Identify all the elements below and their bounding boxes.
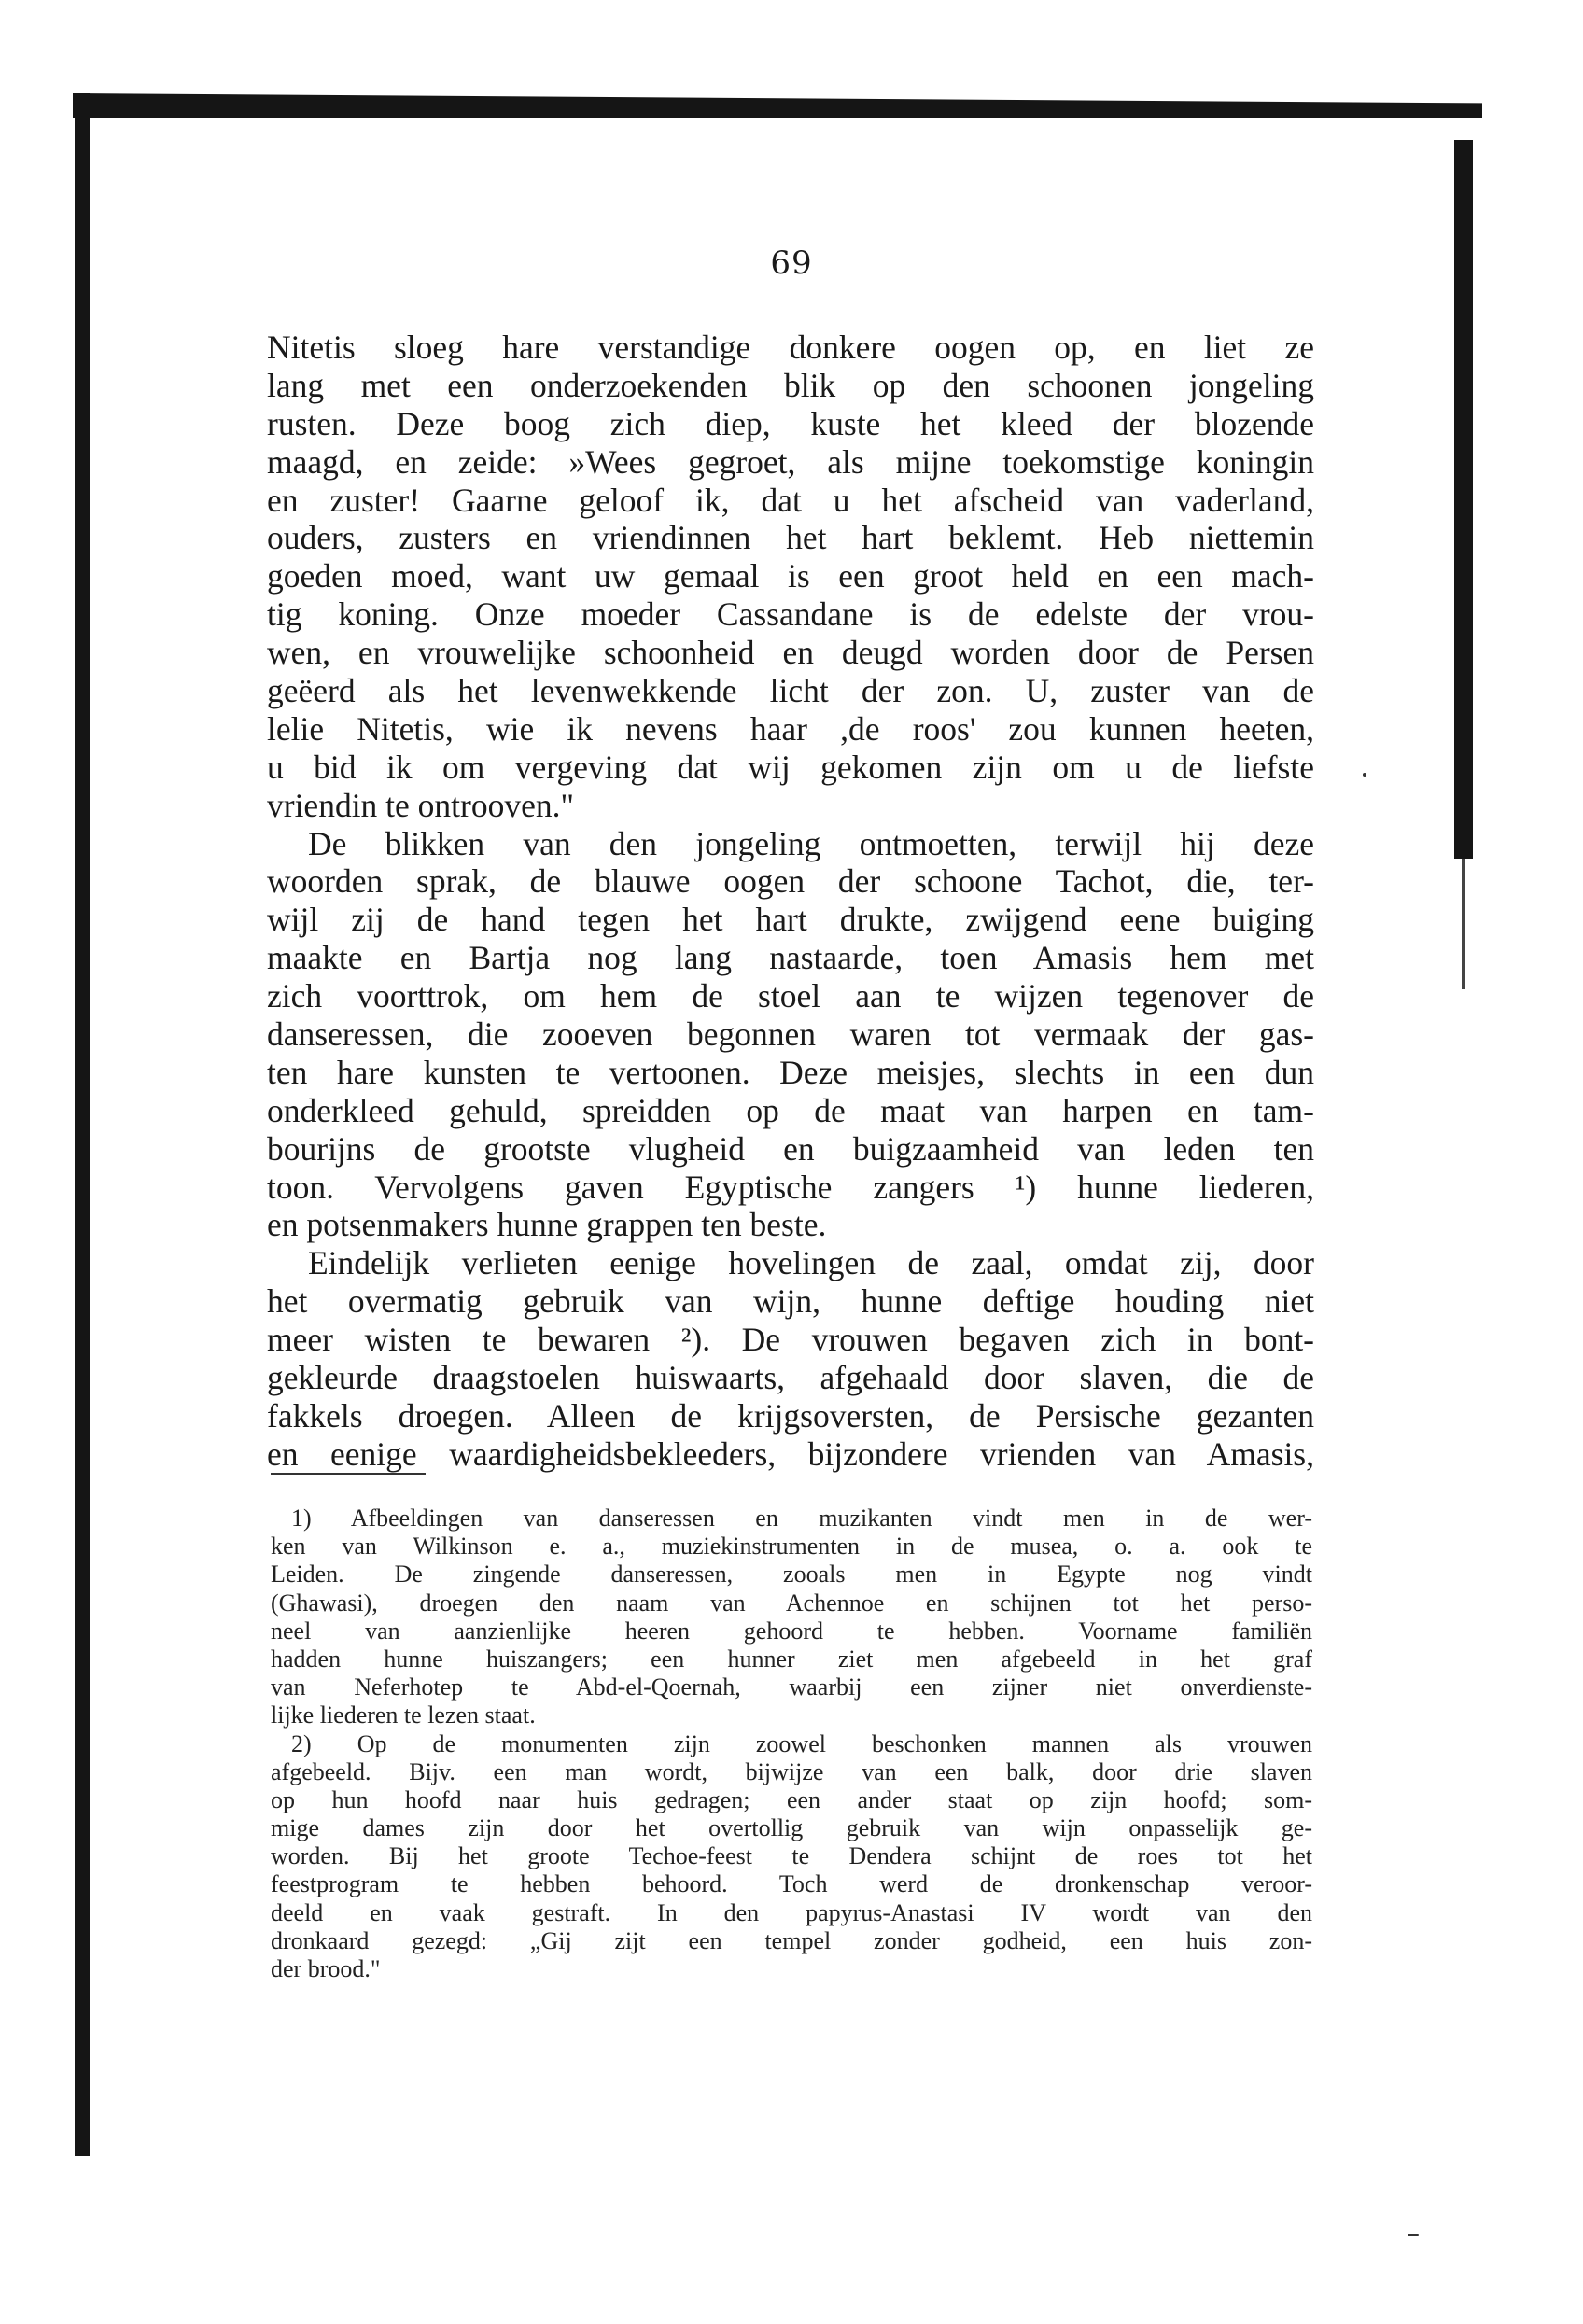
scan-border-right-faint [1462, 859, 1465, 989]
text-line: zich voorttrok, om hem de stoel aan te wijzen tegenover de [267, 977, 1314, 1015]
footnote-1-line: Leiden. De zingende danseressen, zooals men in Egypte nog vindt [271, 1561, 1312, 1589]
page-number: 69 [770, 245, 813, 282]
text-line: en eenige waardigheidsbekleeders, bijzondere vrienden van Amasis, [267, 1435, 1314, 1473]
text-line: vriendin te ontrooven." [267, 786, 574, 824]
text-line: meer wisten te bewaren ²). De vrouwen begaven zich in bont- [267, 1321, 1314, 1359]
footnote-separator [271, 1473, 426, 1475]
text-line: toon. Vervolgens gaven Egyptische zangers ¹) hunne liederen, [267, 1168, 1314, 1206]
text-line: ouders, zusters en vriendinnen het hart beklemt. Heb niettemin [267, 519, 1314, 557]
footnote-1-line: neel van aanzienlijke heeren gehoord te hebben. Voorname familiën [271, 1617, 1312, 1645]
text-line: maagd, en zeide: »Wees gegroet, als mijne toekomstige koningin [267, 442, 1314, 481]
text-line: wen, en vrouwelijke schoonheid en deugd worden door de Persen [267, 634, 1314, 672]
main-text [267, 329, 1314, 1474]
text-line: en zuster! Gaarne geloof ik, dat u het afscheid van vaderland, [267, 481, 1314, 519]
footnote-1-line: ken van Wilkinson e. a., muziekinstrumenten in de musea, o. a. ook te [271, 1533, 1312, 1561]
footnotes [271, 1505, 1312, 1983]
footnote-1-line: lijke liederen te lezen staat. [271, 1701, 536, 1729]
footnote-1-line: (Ghawasi), droegen den naam van Achennoe en schijnen tot het perso- [271, 1589, 1312, 1617]
text-line: onderkleed gehuld, spreidden op de maat van harpen en tam- [267, 1091, 1314, 1129]
text-line: en potsenmakers hunne grappen ten beste. [267, 1206, 827, 1244]
footnote-2-line: mige dames zijn door het overtollig gebruik van wijn onpasselijk ge- [271, 1814, 1312, 1842]
text-line: rusten. Deze boog zich diep, kuste het kleed der blozende [267, 404, 1314, 442]
text-line: goeden moed, want uw gemaal is een groot held en een mach- [267, 557, 1314, 595]
footnote-2-line: der brood." [271, 1955, 381, 1982]
text-line: lang met een onderzoekenden blik op den schoonen jongeling [267, 366, 1314, 404]
text-line: u bid ik om vergeving dat wij gekomen zijn om u de liefste [267, 748, 1314, 786]
scan-border-top [73, 93, 1482, 118]
text-line: geëerd als het levenwekkende licht der zon. U, zuster van de [267, 672, 1314, 710]
text-line: het overmatig gebruik van wijn, hunne deftige houding niet [267, 1282, 1314, 1321]
text-line: maakte en Bartja nog lang nastaarde, toen Amasis hem met [267, 939, 1314, 977]
scan-speck [1363, 773, 1366, 777]
footnote-1-line: 1) Afbeeldingen van danseressen en muzikanten vindt men in de wer- [291, 1505, 1312, 1532]
text-line: woorden sprak, de blauwe oogen der schoone Tachot, die, ter- [267, 862, 1314, 901]
paragraph-start-line: Eindelijk verlieten eenige hovelingen de zaal, omdat zij, door [308, 1244, 1314, 1282]
footnote-2-line: op hun hoofd naar huis gedragen; een ander staat op zijn hoofd; som- [271, 1785, 1312, 1813]
text-line: fakkels droegen. Alleen de krijgsoversten, de Persische gezanten [267, 1396, 1314, 1435]
text-line: Nitetis sloeg hare verstandige donkere oogen op, en liet ze [267, 329, 1314, 366]
footnote-1-line: hadden hunne huiszangers; een hunner ziet men afgebeeld in het graf [271, 1645, 1312, 1673]
text-line: wijl zij de hand tegen het hart drukte, zwijgend eene buiging [267, 901, 1314, 939]
footnote-2-line: worden. Bij het groote Techoe-feest te Dendera schijnt de roes tot het [271, 1842, 1312, 1870]
text-line: danseressen, die zooeven begonnen waren tot vermaak der gas- [267, 1015, 1314, 1054]
text-line: ten hare kunsten te vertoonen. Deze meisjes, slechts in een dun [267, 1053, 1314, 1091]
footnote-2-line: afgebeeld. Bijv. een man wordt, bijwijze van een balk, door drie slaven [271, 1757, 1312, 1785]
scan-border-left [75, 93, 90, 2156]
text-line: tig koning. Onze moeder Cassandane is de edelste der vrou- [267, 595, 1314, 634]
text-line: gekleurde draagstoelen huiswaarts, afgehaald door slaven, die de [267, 1359, 1314, 1397]
scan-speck [1408, 2234, 1419, 2236]
footnote-2-line: 2) Op de monumenten zijn zoowel beschonken mannen als vrouwen [291, 1729, 1312, 1757]
paragraph-start-line: De blikken van den jongeling ontmoetten, terwijl hij deze [308, 824, 1314, 862]
text-line: lelie Nitetis, wie ik nevens haar ,de roos' zou kunnen heeten, [267, 709, 1314, 748]
footnote-2-line: dronkaard gezegd: „Gij zijt een tempel zonder godheid, een huis zon- [271, 1926, 1312, 1954]
footnote-1-line: van Neferhotep te Abd-el-Qoernah, waarbij een zijner niet onverdienste- [271, 1673, 1312, 1701]
footnote-2-line: feestprogram te hebben behoord. Toch werd de dronkenschap veroor- [271, 1870, 1312, 1898]
text-line: bourijns de grootste vlugheid en buigzaamheid van leden ten [267, 1129, 1314, 1168]
footnote-2-line: deeld en vaak gestraft. In den papyrus-Anastasi IV wordt van den [271, 1898, 1312, 1926]
